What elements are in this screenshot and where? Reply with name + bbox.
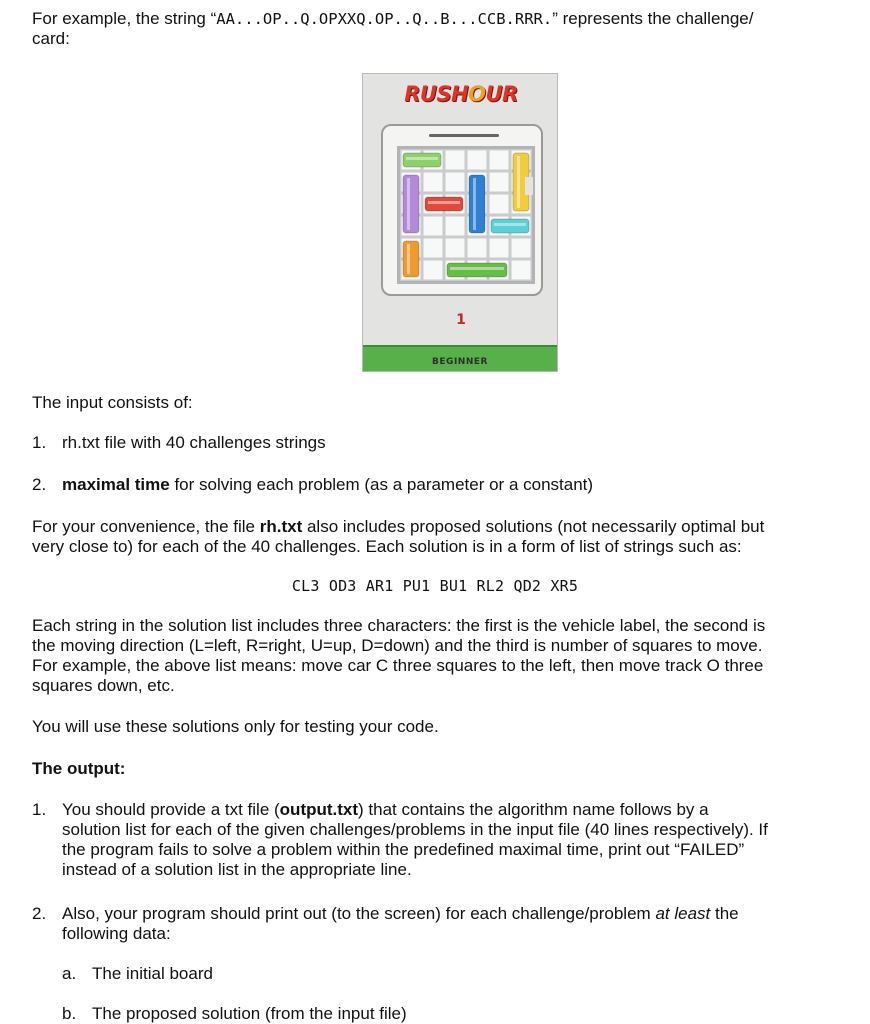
example-challenge-string: AA...OP..Q.OPXXQ.OP..Q..B...CCB.RRR. bbox=[216, 10, 553, 28]
board-cell bbox=[424, 239, 443, 258]
vehicle-q-window bbox=[473, 178, 476, 230]
sub-item-b-text: The proposed solution (from the input file) bbox=[92, 1004, 407, 1023]
input-heading: The input consists of: bbox=[32, 393, 193, 412]
vehicle-q bbox=[469, 175, 485, 233]
vehicle-b-window bbox=[494, 223, 526, 226]
vehicle-c bbox=[403, 241, 419, 277]
card-level-band bbox=[363, 345, 557, 371]
vehicle-a-window bbox=[406, 157, 438, 160]
sub-item-a-text: The initial board bbox=[92, 964, 213, 983]
output-sub-item-b bbox=[62, 1004, 842, 1024]
vehicle-c-window bbox=[407, 244, 410, 274]
explanation-paragraph: Each string in the solution list includes three characters: the first is the vehicle label, the second is the moving direction (L=left, R=right, U=up, D=down) and the third is number of squares to move. For example, the above list means: move car C three squares to the left, then move track O three squares down, etc. bbox=[32, 616, 766, 695]
card-number: 1 bbox=[456, 312, 466, 328]
vehicle-p bbox=[403, 175, 419, 233]
intro-text-before: For example, the string “ bbox=[32, 9, 217, 28]
card-board-slot bbox=[429, 134, 499, 137]
output-list-item-2 bbox=[32, 904, 844, 944]
board-cell bbox=[490, 239, 509, 258]
board-cell bbox=[424, 173, 443, 192]
list-number: 1. bbox=[32, 800, 47, 819]
board-cell bbox=[424, 217, 443, 236]
intro-paragraph bbox=[32, 9, 844, 49]
board-cell bbox=[446, 239, 465, 258]
list-number: 2. bbox=[32, 475, 47, 494]
board-cell bbox=[512, 239, 531, 258]
testing-note: You will use these solutions only for testing your code. bbox=[32, 717, 439, 736]
card-board bbox=[381, 124, 543, 296]
board-cell bbox=[468, 151, 487, 170]
board-cell bbox=[446, 173, 465, 192]
vehicle-p-window bbox=[407, 178, 410, 230]
board-cell bbox=[446, 151, 465, 170]
board-cell bbox=[490, 173, 509, 192]
sub-list-marker: b. bbox=[62, 1004, 77, 1023]
input-item2-text: maximal time for solving each problem (as a parameter or a constant) bbox=[62, 475, 594, 494]
board-cell bbox=[490, 195, 509, 214]
sub-list-marker: a. bbox=[62, 964, 77, 983]
intro-line2: card: bbox=[32, 29, 70, 48]
rush-hour-card-image bbox=[362, 73, 558, 372]
vehicle-x-window bbox=[428, 201, 460, 204]
solution-example-code: CL3 OD3 AR1 PU1 BU1 RL2 QD2 XR5 bbox=[291, 577, 579, 595]
board-cell bbox=[512, 261, 531, 280]
vehicle-r-window bbox=[450, 267, 504, 270]
input-item1-text: rh.txt file with 40 challenges strings bbox=[62, 433, 326, 452]
board-cell bbox=[468, 239, 487, 258]
intro-text-after: ” represents the challenge/ bbox=[552, 9, 754, 28]
card-grid bbox=[397, 146, 535, 284]
list-number: 1. bbox=[32, 433, 47, 452]
convenience-paragraph: For your convenience, the file rh.txt also includes proposed solutions (not necessarily optimal but very close to) for each of the 40 challenges. Each solution is in a form of list of strings such as: bbox=[32, 517, 765, 556]
output-heading: The output: bbox=[32, 759, 126, 778]
card-exit-gap bbox=[525, 177, 533, 195]
board-cell bbox=[446, 217, 465, 236]
output-list-item-1 bbox=[32, 800, 844, 880]
list-number: 2. bbox=[32, 904, 47, 923]
card-level-label: BEGINNER bbox=[432, 357, 488, 367]
output-file-name: output.txt bbox=[279, 800, 359, 819]
input-list-item-1 bbox=[32, 433, 844, 453]
rh-file-name: rh.txt bbox=[259, 517, 303, 536]
rush-hour-logo: RUSHOUR bbox=[404, 82, 518, 106]
output-sub-item-a bbox=[62, 964, 842, 984]
board-cell bbox=[424, 261, 443, 280]
board-cell bbox=[490, 151, 509, 170]
output-item2-text: Also, your program should print out (to the screen) for each challenge/problem at least the following data: bbox=[62, 904, 739, 943]
output-item1-text: You should provide a txt file (output.txt) that contains the algorithm name follows by a solution list for each of the given challenges/problems in the input file (40 lines respectively). If the program fails to solve a problem within the predefined maximal time, print out “FAILED” instead of a solution list in the appropriate line. bbox=[62, 800, 768, 879]
input-list-item-2 bbox=[32, 475, 844, 495]
vehicle-o-window bbox=[517, 156, 520, 208]
